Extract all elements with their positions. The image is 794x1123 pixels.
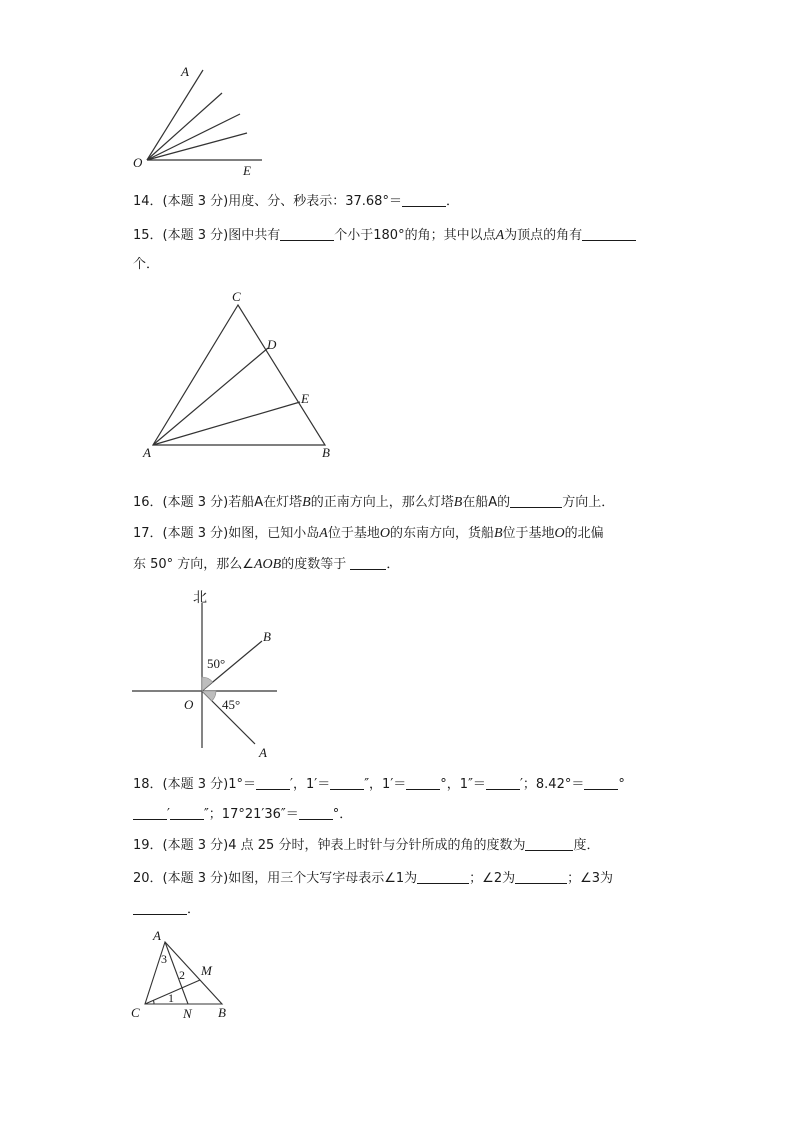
answer-blank[interactable] bbox=[515, 870, 567, 884]
label-c: C bbox=[232, 289, 241, 304]
label-a: A bbox=[143, 445, 151, 460]
label-o: O bbox=[184, 697, 194, 712]
answer-blank[interactable] bbox=[133, 806, 167, 820]
compass-figure bbox=[130, 585, 290, 765]
answer-blank[interactable] bbox=[350, 556, 386, 570]
angle-arc-45 bbox=[202, 691, 216, 701]
answer-blank[interactable] bbox=[486, 776, 520, 790]
north-label: 北 bbox=[193, 590, 207, 606]
label-b: B bbox=[218, 1005, 226, 1020]
question-19: 19．(本题 3 分)4 点 25 分时，钟表上时针与分针所成的角的度数为 度． bbox=[133, 838, 600, 853]
answer-blank[interactable] bbox=[582, 227, 636, 241]
angle-num-2: 2 bbox=[179, 968, 185, 982]
label-n: N bbox=[183, 1006, 192, 1021]
rays-figure bbox=[125, 60, 275, 185]
answer-blank[interactable] bbox=[330, 776, 364, 790]
label-o: O bbox=[133, 155, 143, 170]
question-14: 14．(本题 3 分)用度、分、秒表示：37.68°＝ ． bbox=[133, 194, 459, 209]
answer-blank[interactable] bbox=[170, 806, 204, 820]
small-triangle-figure bbox=[128, 925, 238, 1025]
question-20-line2: ． bbox=[133, 901, 200, 919]
answer-blank[interactable] bbox=[280, 227, 334, 241]
answer-blank[interactable] bbox=[417, 870, 469, 884]
answer-blank[interactable] bbox=[133, 901, 187, 915]
label-d: D bbox=[267, 337, 277, 352]
question-15-line2: 个． bbox=[133, 257, 160, 272]
label-b: B bbox=[322, 445, 330, 460]
question-17-line2: 东 50° 方向，那么∠AOB的度数等于 ． bbox=[133, 557, 400, 572]
label-m: M bbox=[201, 963, 212, 978]
label-a: A bbox=[153, 928, 161, 943]
question-15: 15．(本题 3 分)图中共有 个小于180°的角；其中以点A为顶点的角有 bbox=[133, 227, 636, 245]
question-20: 20．(本题 3 分)如图，用三个大写字母表示∠1为 ；∠2为 ；∠3为 bbox=[133, 871, 614, 886]
angle-num-1: 1 bbox=[168, 991, 174, 1005]
label-a: A bbox=[259, 745, 267, 760]
label-a: A bbox=[181, 64, 189, 79]
angle-50-label: 50° bbox=[207, 656, 226, 671]
angle-45-label: 45° bbox=[222, 697, 241, 712]
answer-blank[interactable] bbox=[525, 837, 573, 851]
question-16: 16．(本题 3 分)若船A在灯塔B的正南方向上，那么灯塔B在船A的 方向上． bbox=[133, 495, 615, 510]
answer-blank[interactable] bbox=[584, 776, 618, 790]
triangle-figure bbox=[135, 285, 345, 465]
label-e: E bbox=[301, 391, 309, 406]
angle-num-3: 3 bbox=[161, 952, 167, 966]
question-17: 17．(本题 3 分)如图，已知小岛A位于基地O的东南方向，货船B位于基地O的北偏 bbox=[133, 526, 604, 541]
label-e: E bbox=[243, 163, 251, 178]
question-18: 18．(本题 3 分)1°＝ ′，1′＝ ″，1′＝ °，1″＝ ′；8.42°＝ ° bbox=[133, 777, 625, 792]
answer-blank[interactable] bbox=[510, 494, 562, 508]
answer-blank[interactable] bbox=[299, 806, 333, 820]
answer-blank[interactable] bbox=[402, 193, 446, 207]
question-18-line2: ′ ″；17°21′36″＝ °． bbox=[133, 806, 352, 824]
angle-arc-1 bbox=[153, 1000, 154, 1004]
label-b: B bbox=[263, 629, 271, 644]
answer-blank[interactable] bbox=[406, 776, 440, 790]
answer-blank[interactable] bbox=[256, 776, 290, 790]
segment-ad bbox=[153, 348, 268, 445]
label-c: C bbox=[131, 1005, 140, 1020]
